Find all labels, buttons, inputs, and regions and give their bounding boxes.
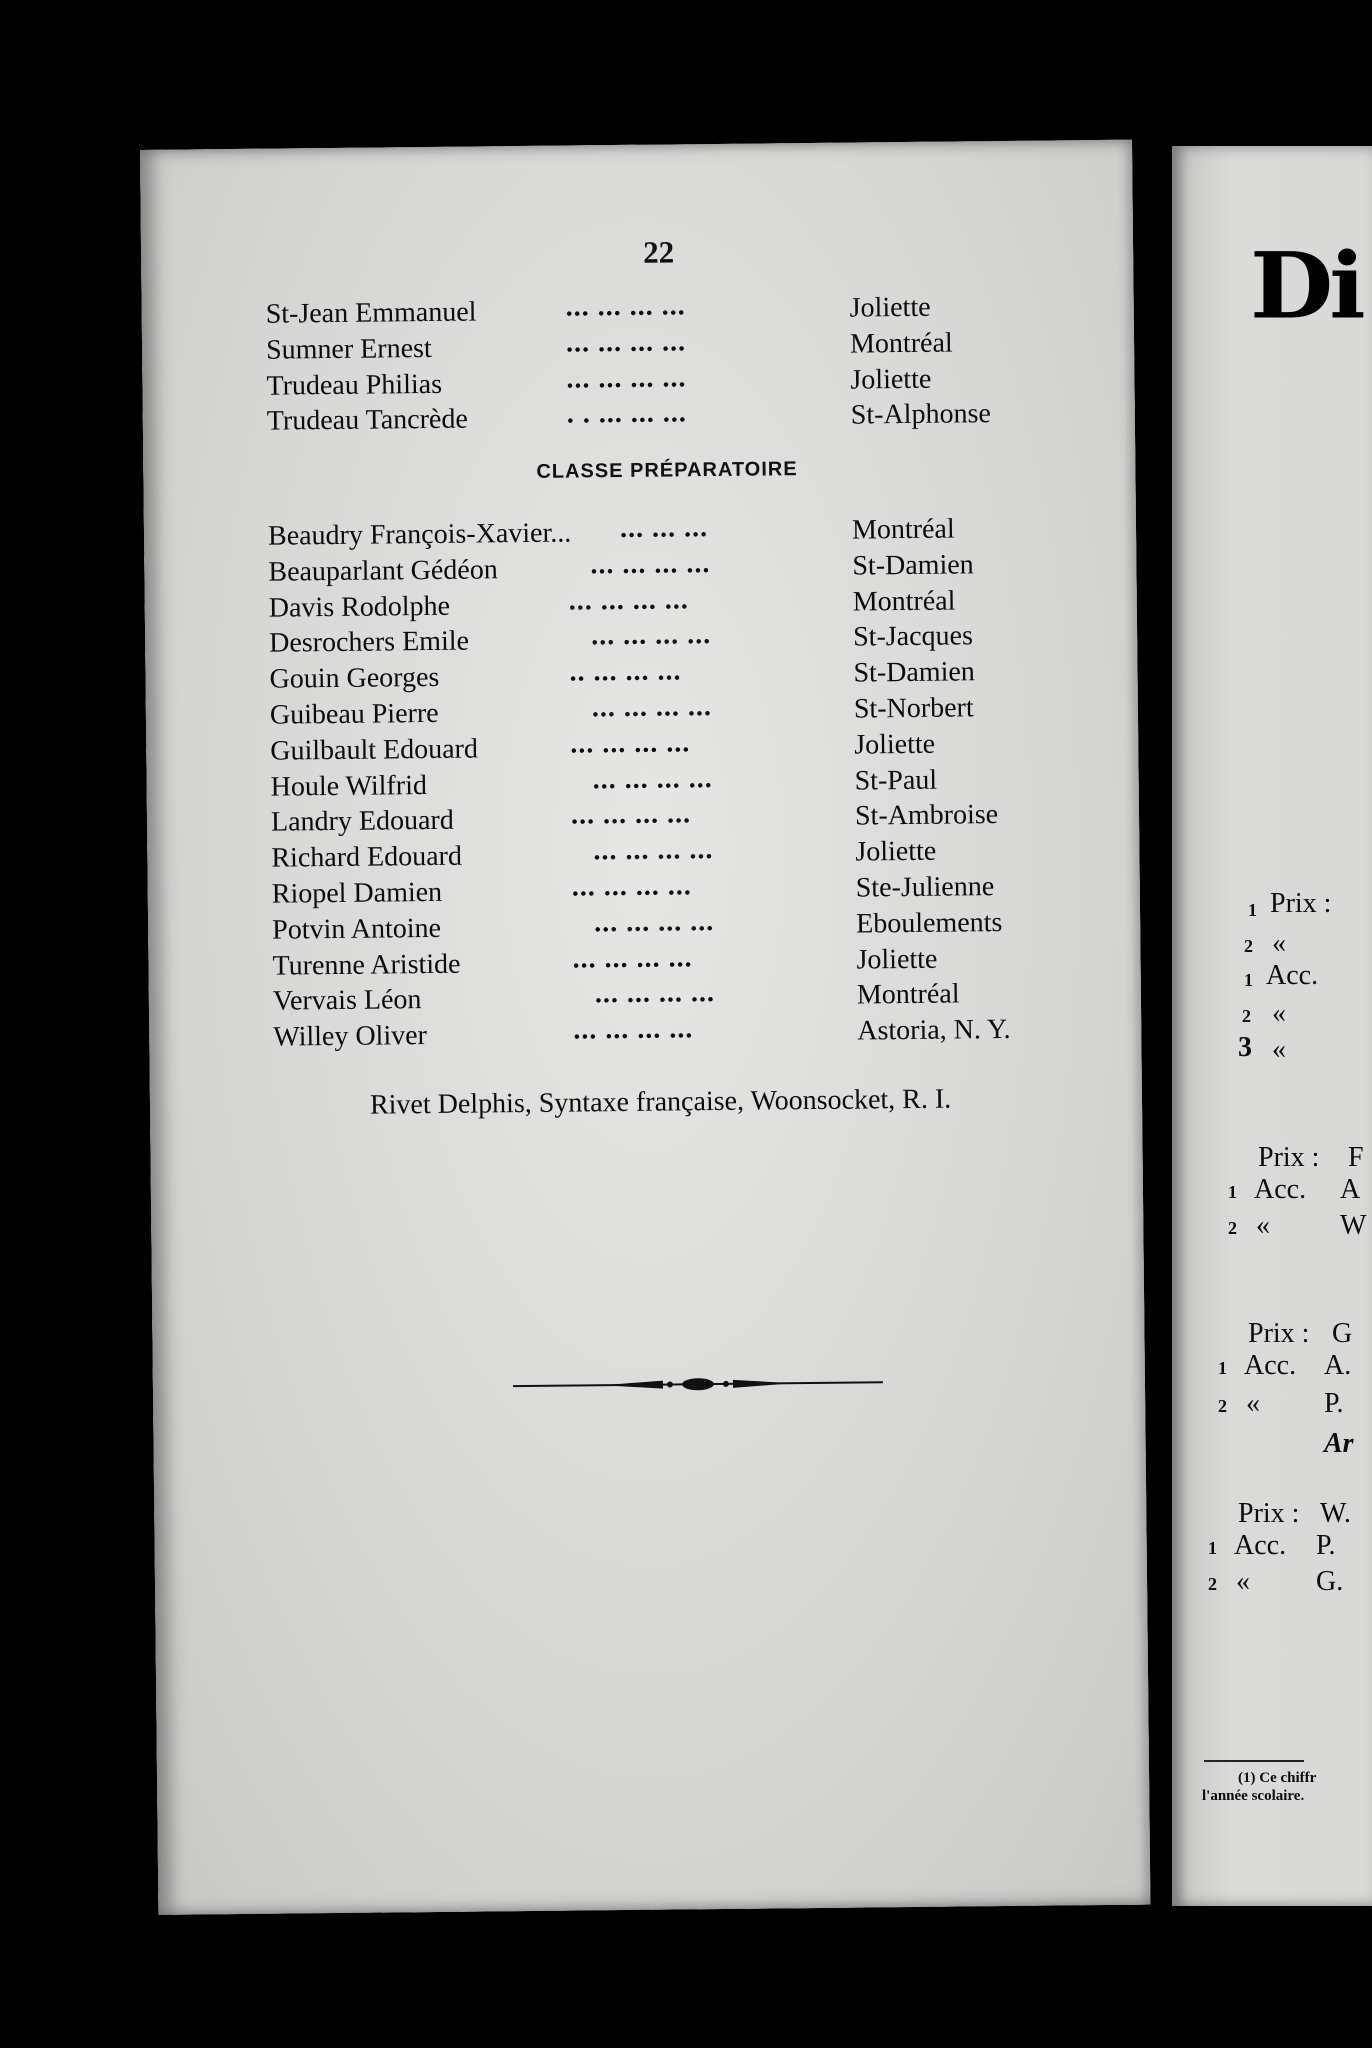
left-page: [140, 140, 1150, 1915]
hometown: Joliette: [855, 835, 937, 868]
student-name: St-Jean Emmanuel: [265, 296, 477, 330]
prize-value: W: [1340, 1210, 1367, 1241]
entries-list-top: [266, 290, 1107, 442]
prize-value: F: [1348, 1142, 1364, 1173]
hometown: St-Jacques: [852, 620, 974, 653]
student-name: Landry Edouard: [270, 805, 454, 839]
student-name: Guibeau Pierre: [269, 697, 439, 731]
student-name: Riopel Damien: [271, 876, 443, 910]
prize-value: W.: [1320, 1498, 1351, 1529]
leader-dots: ... ... ... ...: [573, 1013, 694, 1046]
student-name: Beaudry François-Xavier...: [267, 517, 572, 552]
hometown: Eboulements: [855, 906, 1003, 940]
accessit-label: Acc.: [1244, 1350, 1297, 1381]
footnote-rule: [1204, 1760, 1304, 1762]
ditto-mark: «: [1256, 1210, 1270, 1241]
rank-number: 2: [1218, 1396, 1227, 1416]
rank-number: 1: [1208, 1538, 1217, 1558]
hometown: Joliette: [854, 728, 936, 761]
leader-dots: . . ... ... ...: [566, 397, 687, 430]
leader-dots: ... ... ... ...: [590, 547, 711, 581]
prize-label: Prix :: [1248, 1318, 1310, 1349]
hometown: Joliette: [849, 291, 931, 324]
prize-label: Prix :: [1270, 888, 1332, 919]
accessit-label: Acc.: [1266, 960, 1319, 991]
hometown: Joliette: [850, 363, 932, 396]
hometown: Montréal: [852, 585, 956, 618]
entries-list-bottom: [268, 512, 1114, 1058]
rank-number: 2: [1242, 1006, 1251, 1026]
accessit-label: Acc.: [1234, 1530, 1287, 1561]
rank-number: 3: [1238, 1032, 1252, 1063]
student-name: Beauparlant Gédéon: [268, 554, 498, 588]
ditto-mark: «: [1236, 1566, 1250, 1597]
prize-value: P.: [1316, 1530, 1336, 1561]
leader-dots: ... ... ... ...: [570, 727, 691, 760]
ditto-mark: «: [1272, 998, 1286, 1029]
list-item: [267, 397, 1107, 442]
leader-dots: ... ... ... ...: [592, 762, 713, 795]
hometown: Ste-Julienne: [855, 871, 995, 904]
right-page: [1172, 146, 1372, 1906]
ditto-mark: «: [1272, 1034, 1286, 1065]
student-name: Trudeau Tancrède: [266, 403, 468, 438]
prize-value: G.: [1316, 1566, 1344, 1597]
hometown: Montréal: [856, 978, 960, 1011]
hometown: St-Ambroise: [854, 799, 999, 832]
leader-dots: .. ... ... ...: [569, 655, 682, 688]
hometown: Montréal: [849, 327, 953, 360]
special-entry-line: Rivet Delphis, Syntaxe française, Woonsocket, R. I.: [369, 1083, 952, 1121]
hometown: Montréal: [851, 513, 955, 546]
rank-number: 1: [1248, 900, 1257, 920]
leader-dots: ... ... ... ...: [590, 619, 712, 652]
leader-dots: ... ... ... ...: [565, 290, 686, 323]
student-name: Guilbault Edouard: [270, 733, 479, 767]
student-name: Trudeau Philias: [266, 368, 443, 402]
leader-dots: ... ... ... ...: [572, 941, 693, 975]
leader-dots: ... ... ... ...: [565, 326, 687, 359]
footnote-text: (1) Ce chiffr: [1238, 1770, 1317, 1786]
leader-dots: ... ... ... ...: [568, 583, 689, 617]
footnote-text: l'année scolaire.: [1202, 1788, 1305, 1804]
ditto-mark: «: [1272, 928, 1286, 959]
prize-value: A: [1340, 1174, 1361, 1205]
leader-dots: ... ... ... ...: [571, 870, 692, 903]
hometown: Astoria, N. Y.: [857, 1014, 1011, 1047]
hometown: St-Paul: [854, 764, 938, 797]
prize-label: Prix :: [1238, 1498, 1300, 1529]
rank-number: 1: [1228, 1182, 1237, 1202]
prize-value: A.: [1324, 1350, 1352, 1381]
rank-number: 1: [1218, 1358, 1227, 1378]
hometown: St-Damien: [853, 656, 975, 689]
ditto-mark: «: [1246, 1388, 1260, 1419]
student-name: Vervais Léon: [272, 984, 422, 1018]
student-name: Gouin Georges: [269, 662, 440, 695]
leader-dots: ... ... ... ...: [591, 691, 713, 724]
student-name: Houle Wilfrid: [270, 769, 428, 803]
section-heading-fragment: Ar: [1324, 1428, 1354, 1459]
leader-dots: ... ... ... ...: [566, 361, 687, 395]
student-name: Willey Oliver: [273, 1020, 428, 1053]
rank-number: 2: [1244, 936, 1253, 956]
leader-dots: ... ... ... ...: [594, 977, 716, 1010]
ornament-divider: [513, 1372, 883, 1396]
student-name: Davis Rodolphe: [268, 590, 451, 624]
class-heading: CLASSE PRÉPARATOIRE: [536, 458, 798, 483]
student-name: Sumner Ernest: [265, 332, 432, 366]
hometown: Joliette: [856, 943, 938, 976]
rank-number: 2: [1208, 1574, 1217, 1594]
student-name: Turenne Aristide: [272, 948, 461, 982]
hometown: St-Damien: [852, 549, 974, 582]
student-name: Desrochers Emile: [269, 625, 470, 660]
hometown: St-Norbert: [853, 692, 974, 725]
rank-number: 2: [1228, 1218, 1237, 1238]
leader-dots: ... ... ... ...: [593, 905, 715, 939]
prize-value: P.: [1324, 1388, 1344, 1419]
leader-dots: ... ... ... ...: [593, 834, 714, 867]
leader-dots: ... ... ... ...: [570, 798, 692, 831]
page-number: 22: [642, 234, 675, 270]
accessit-label: Acc.: [1254, 1174, 1307, 1205]
student-name: Potvin Antoine: [272, 912, 442, 946]
student-name: Richard Edouard: [271, 840, 463, 874]
leader-dots: ... ... ...: [619, 512, 709, 544]
list-item: [273, 1013, 1113, 1058]
prize-value: G: [1332, 1318, 1353, 1349]
hometown: St-Alphonse: [850, 398, 991, 431]
title-fragment: Di: [1250, 232, 1362, 340]
prize-label: Prix :: [1258, 1142, 1320, 1173]
rank-number: 1: [1244, 970, 1253, 990]
